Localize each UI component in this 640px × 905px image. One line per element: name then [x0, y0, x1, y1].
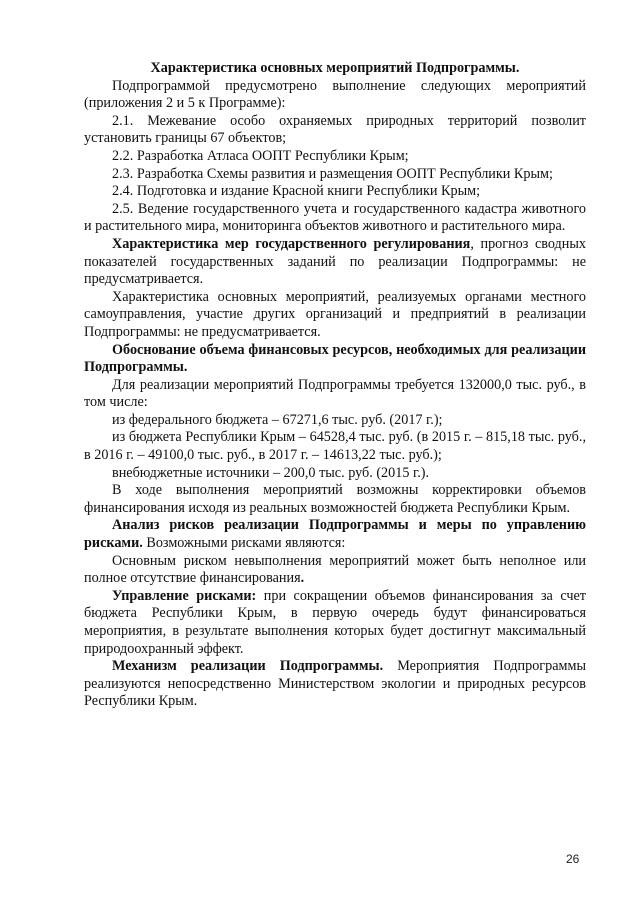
section-heading: Характеристика основных мероприятий Подпрограммы.: [150, 60, 520, 76]
regulation-text: , прогноз сводных показателей государственных заданий по реализации Подпрограммы: не предусматривается.: [84, 235, 586, 288]
list-item: 2.5. Ведение государственного учета и государственного кадастра животного и растительного мира, мониторинга объектов животного и растительного мира.: [84, 200, 586, 235]
regulation-heading: Характеристика мер государственного регулирования: [112, 235, 471, 252]
document-body: [84, 60, 586, 711]
risk-management-paragraph: [84, 588, 586, 658]
risk-heading: Анализ рисков реализации Подпрограммы и меры по управлению рисками.: [84, 517, 586, 552]
finance-regional: из бюджета Республики Крым – 64528,4 тыс. руб. (в 2015 г. – 815,18 тыс. руб., в 2016 г. – 49100,0 тыс. руб., в 2017 г. – 14613,22 тыс. руб.);: [84, 429, 586, 464]
mechanism-heading: Механизм реализации Подпрограммы.: [112, 658, 384, 675]
regulation-paragraph: [84, 236, 586, 289]
finance-intro: Для реализации мероприятий Подпрограммы требуется 132000,0 тыс. руб., в том числе:: [84, 376, 586, 411]
list-item: 2.2. Разработка Атласа ООПТ Республики Крым;: [112, 147, 409, 164]
finance-heading: Обоснование объема финансовых ресурсов, необходимых для реализации Подпрограммы.: [84, 341, 586, 376]
finance-offbudget: внебюджетные источники – 200,0 тыс. руб. (2015 г.).: [112, 464, 430, 481]
risk-intro: Возможными рисками являются:: [142, 535, 346, 552]
list-item: 2.4. Подготовка и издание Красной книги Республики Крым;: [112, 183, 481, 200]
mechanism-text: Мероприятия Подпрограммы реализуются непосредственно Министерством экологии и природных ресурсов Республики Крым.: [84, 658, 586, 710]
list-item: 2.1. Межевание особо охраняемых природных территорий позволит установить границы 67 объектов;: [84, 112, 586, 147]
mechanism-paragraph: [84, 658, 586, 711]
risk-main-text: Основным риском невыполнения мероприятий может быть неполное или полное отсутствие финансирования: [84, 552, 586, 587]
intro-paragraph: Подпрограммой предусмотрено выполнение следующих мероприятий (приложения 2 и 5 к Программе):: [84, 77, 586, 112]
finance-federal: из федерального бюджета – 67271,6 тыс. руб. (2017 г.);: [112, 411, 443, 428]
risk-management-heading: Управление рисками:: [112, 587, 257, 604]
risk-main-paragraph: [84, 553, 586, 588]
municipal-paragraph: Характеристика основных мероприятий, реализуемых органами местного самоуправления, участие других организаций и предприятий в реализации Подпрограммы: не предусматривается.: [84, 288, 586, 340]
list-item: 2.3. Разработка Схемы развития и размещения ООПТ Республики Крым;: [112, 165, 553, 182]
risk-main-end: .: [300, 570, 305, 587]
page-number: 26: [566, 852, 580, 866]
risk-paragraph: [84, 517, 586, 552]
finance-adjust: В ходе выполнения мероприятий возможны корректировки объемов финансирования исходя из реальных возможностей бюджета Республики Крым.: [84, 482, 586, 516]
risk-management-text: при сокращении объемов финансирования за счет бюджета Республики Крым, в первую очередь будут финансироваться мероприятия, в результате выполнения которых будет достигнут максимальный природоохранный эффект.: [84, 587, 586, 657]
